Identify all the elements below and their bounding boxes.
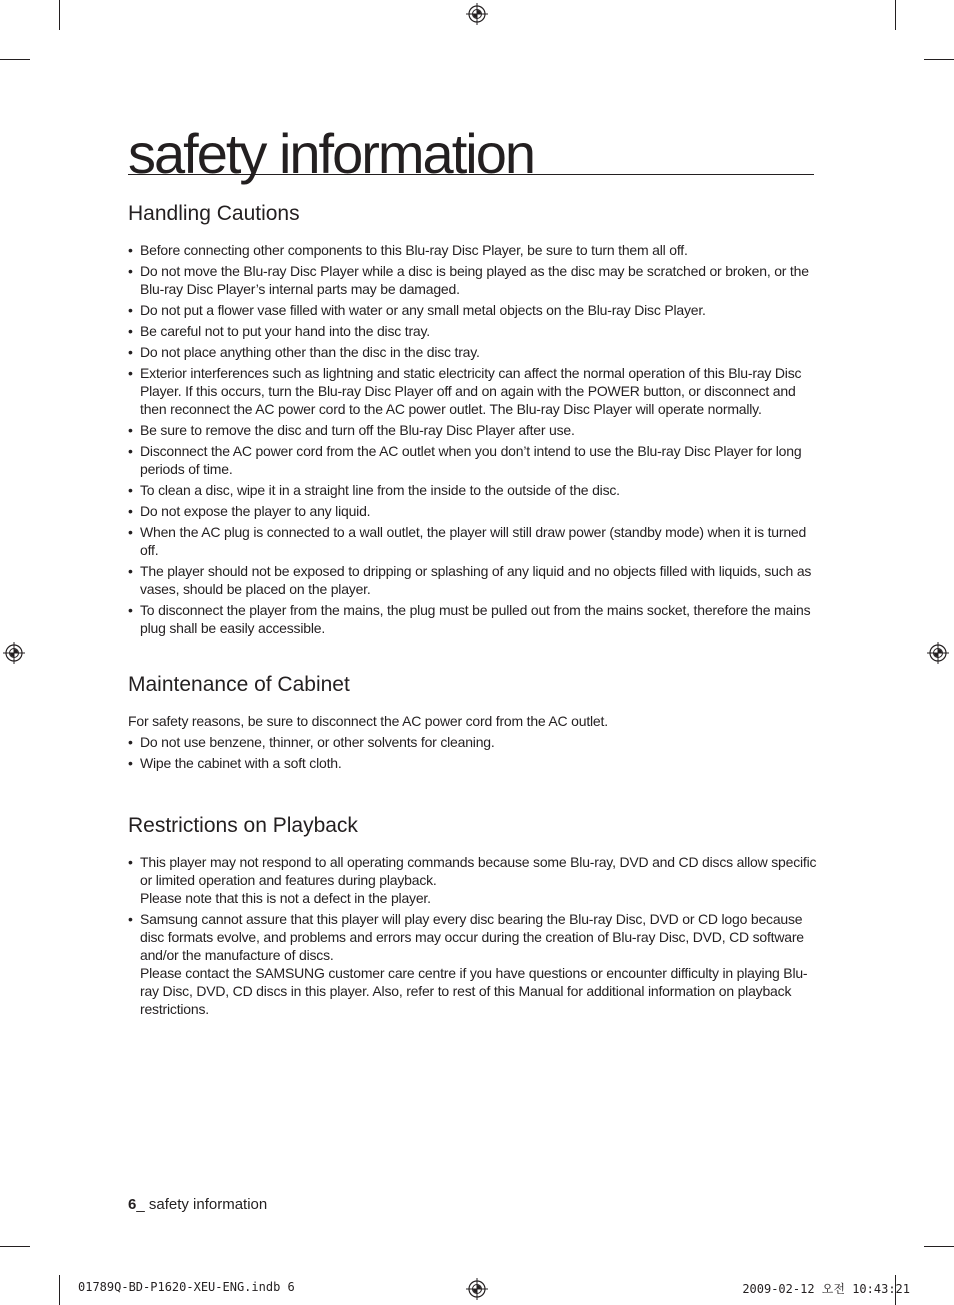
page-footer-label: _ safety information (136, 1196, 268, 1213)
registration-mark-icon (466, 1278, 488, 1300)
crop-mark (59, 1275, 60, 1305)
registration-mark-icon (466, 3, 488, 25)
item-text: Exterior interferences such as lightning and static electricity can affect the normal operation of this Blu-ray Disc Player. If this occurs, turn the Blu-ray Disc Player off and on again with the (140, 365, 802, 399)
handling-list (128, 241, 818, 637)
list-item: • Do not expose the player to any liquid. (128, 502, 818, 520)
slug-filename: 01789Q-BD-P1620-XEU-ENG.indb 6 (78, 1280, 295, 1294)
list-item: • Do not move the Blu-ray Disc Player while a disc is being played as the disc may be scratched or broken, or the Blu-ray Disc Player’s internal parts may be damaged. (128, 262, 818, 298)
slug-timestamp: 2009-02-12 오전 10:43:21 (742, 1282, 910, 1296)
title-rule (128, 174, 814, 175)
crop-mark (0, 59, 30, 60)
restrictions-list (128, 853, 818, 1018)
list-item: • To clean a disc, wipe it in a straight line from the inside to the outside of the disc. (128, 481, 818, 499)
list-item: • Before connecting other components to this Blu-ray Disc Player, be sure to turn them all off. (128, 241, 818, 259)
crop-mark (895, 0, 896, 30)
maintenance-list (128, 733, 818, 772)
item-note: Please note that this is not a defect in the player. (140, 890, 431, 906)
section-handling-cautions (128, 201, 818, 640)
crop-mark (59, 0, 60, 30)
list-item (128, 853, 818, 907)
list-item: • Do not place anything other than the disc in the disc tray. (128, 343, 818, 361)
list-item: • Be careful not to put your hand into the disc tray. (128, 322, 818, 340)
list-item: • To disconnect the player from the mains, the plug must be pulled out from the mains socket, therefore the mains plug shall be easily accessible. (128, 601, 818, 637)
crop-mark (924, 59, 954, 60)
section-heading: Restrictions on Playback (128, 814, 358, 837)
page-title: safety information (128, 122, 534, 185)
list-item: • Be sure to remove the disc and turn off the Blu-ray Disc Player after use. (128, 421, 818, 439)
item-text: button, or disconnect and then reconnect the AC power cord to the AC power outlet. The Blu-ray Disc Player will operate normally. (140, 383, 796, 417)
power-emphasis: POWER (587, 383, 640, 399)
page-footer (128, 1196, 267, 1213)
crop-mark (924, 1246, 954, 1247)
registration-mark-icon (927, 642, 949, 664)
list-item: • The player should not be exposed to dripping or splashing of any liquid and no objects filled with liquids, such as vases, should be placed on the player. (128, 562, 818, 598)
section-maintenance (128, 672, 818, 775)
crop-mark (0, 1246, 30, 1247)
list-item (128, 910, 818, 1018)
page-number: 6 (128, 1196, 137, 1213)
list-item: • Do not put a flower vase filled with water or any small metal objects on the Blu-ray Disc Player. (128, 301, 818, 319)
registration-mark-icon (3, 642, 25, 664)
section-heading: Handling Cautions (128, 202, 300, 225)
item-text: Samsung cannot assure that this player will play every disc bearing the Blu-ray Disc, DVD or CD logo because disc formats evolve, and problems and errors may occur during the creation of Blu-ray Disc, DVD, CD software and/or the manufacture of discs. (140, 911, 804, 963)
list-item: • Disconnect the AC power cord from the AC outlet when you don’t intend to use the Blu-ray Disc Player for long periods of time. (128, 442, 818, 478)
section-heading: Maintenance of Cabinet (128, 673, 350, 696)
list-item (128, 364, 818, 418)
item-note: Please contact the SAMSUNG customer care centre if you have questions or encounter difficulty in playing Blu-ray Disc, DVD, CD discs in this player. Also, refer to rest of this Manual for additional information on playback restrictions. (140, 965, 808, 1017)
list-item: • Wipe the cabinet with a soft cloth. (128, 754, 818, 772)
section-restrictions (128, 813, 818, 1021)
list-item: • When the AC plug is connected to a wall outlet, the player will still draw power (standby mode) when it is turned off. (128, 523, 818, 559)
list-item: • Do not use benzene, thinner, or other solvents for cleaning. (128, 733, 818, 751)
section-intro: For safety reasons, be sure to disconnect the AC power cord from the AC outlet. (128, 713, 608, 729)
item-text: This player may not respond to all operating commands because some Blu-ray, DVD and CD discs allow specific or limited operation and features during playback. (140, 854, 817, 888)
